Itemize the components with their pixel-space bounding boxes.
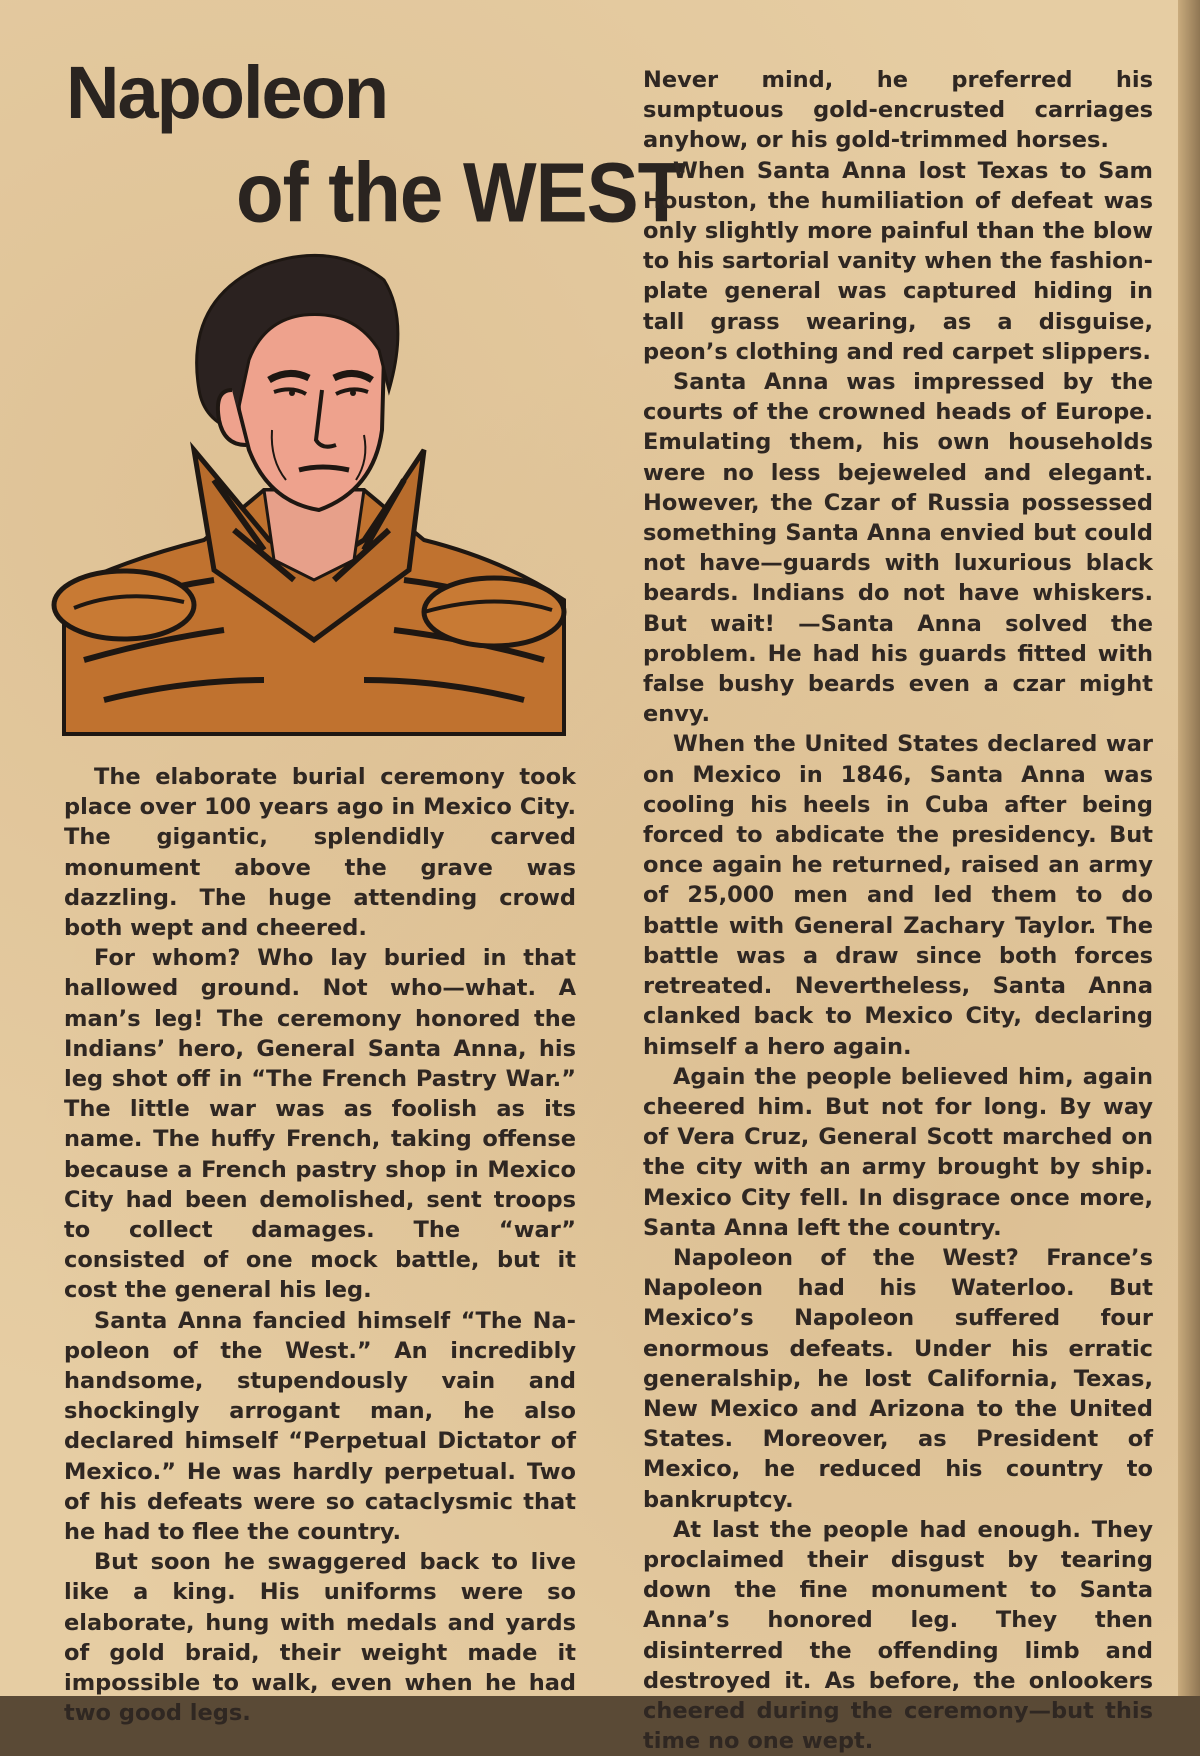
- article-left-column: [64, 762, 576, 1729]
- left-epaulette: [54, 571, 194, 639]
- title-line-1: Napoleon: [66, 51, 388, 134]
- paragraph: When Santa Anna lost Texas to Sam Houston, the humiliation of defeat was only slightly more painful than the blow to his sartorial vanity when the fashionplate general was captured hiding in tall grass wearing, as a disguise, peon’s clothing and red carpet slippers.: [643, 157, 1153, 365]
- paragraph: Never mind, he preferred his sumptuous gold-encrusted carriages anyhow, or his gold-trimmed horses.: [643, 67, 1153, 154]
- article-right-column: [643, 65, 1153, 1756]
- paragraph: Santa Anna was impressed by the courts of the crowned heads of Europe. Emulating them, his own households were no less bejeweled and elegant. However, the Czar of Russia possessed something Santa Anna envied but could not have—guards with luxurious black beards. Indians do not have whiskers. But wait! —Santa Anna solved the problem. He had his guards fitted with false bushy beards even a czar might envy.: [643, 369, 1153, 728]
- paragraph: But soon he swaggered back to live like a king. His uniforms were so elaborate, hung with medals and yards of gold braid, their weight made it impossible to walk, even when he had two good legs.: [64, 1549, 576, 1727]
- portrait-illustration: [64, 240, 564, 734]
- title-line-2: of the WEST: [236, 144, 685, 240]
- paragraph: For whom? Who lay buried in that hallowed ground. Not who—what. A man’s leg! The ceremony honored the Indians’ hero, General Santa Anna, his leg shot off in “The French Pastry War.” The little war was as foolish as its name. The huffy French, taking offense because a French pastry shop in Mexico City had been demolished, sent troops to collect damages. The “war” consisted of one mock battle, but it cost the general his leg.: [64, 945, 576, 1304]
- right-epaulette: [424, 578, 564, 646]
- paragraph: The elaborate burial ceremony took place over 100 years ago in Mexico City. The gigantic, splendidly carved monument above the grave was dazzling. The huge attending crowd both wept and cheered.: [64, 764, 576, 942]
- page-gutter: [1178, 0, 1200, 1696]
- paragraph: Again the people believed him, again cheered him. But not for long. By way of Vera Cruz, General Scott marched on the city with an army brought by ship. Mexico City fell. In disgrace once more, Santa Anna left the country.: [643, 1063, 1153, 1241]
- paragraph: Napoleon of the West? France’s Napoleon had his Waterloo. But Mexico’s Napoleon suffered four enormous defeats. Under his erratic generalship, he lost California, Texas, New Mexico and Arizona to the United States. Moreover, as President of Mexico, he reduced his country to bankruptcy.: [643, 1244, 1153, 1513]
- paragraph: Santa Anna fancied himself “The Napoleon of the West.” An incredibly handsome, stupendously vain and shockingly arrogant man, he also declared himself “Perpetual Dictator of Mexico.” He was hardly perpetual. Two of his defeats were so cataclysmic that he had to flee the country.: [64, 1307, 576, 1546]
- paragraph: At last the people had enough. They proclaimed their disgust by tearing down the fine monument to Santa Anna’s honored leg. They then disinterred the offending limb and destroyed it. As before, the onlookers cheered during the ceremony—but this time no one wept.: [643, 1516, 1153, 1755]
- paragraph: When the United States declared war on Mexico in 1846, Santa Anna was cooling his heels in Cuba after being forced to abdicate the presidency. But once again he returned, raised an army of 25,000 men and led them to do battle with General Zachary Taylor. The battle was a draw since both forces retreated. Nevertheless, Santa Anna clanked back to Mexico City, declaring himself a hero again.: [643, 731, 1153, 1060]
